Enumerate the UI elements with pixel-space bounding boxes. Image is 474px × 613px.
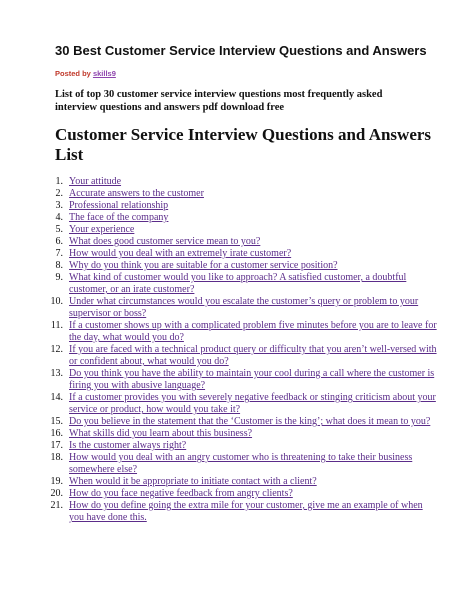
question-link[interactable]: Under what circumstances would you escalate the customer’s query or problem to your supervisor or boss? [69,296,419,319]
author-link[interactable]: skills9 [92,69,116,78]
question-link[interactable]: If a customer provides you with severely negative feedback or stinging criticism about your service or product, how would you take it? [69,392,436,415]
item-number: 20. [50,488,63,499]
list-item [40,476,440,488]
question-link[interactable]: Why do you think you are suitable for a customer service position? [69,260,338,271]
list-item [40,200,440,212]
question-link[interactable]: Accurate answers to the customer [69,188,204,199]
item-number: 16. [50,428,63,439]
list-item [40,344,440,368]
question-link[interactable]: How would you deal with an angry customer who is threatening to take their business somewhere else? [69,452,413,475]
question-link[interactable]: Is the customer always right? [69,440,187,451]
question-link[interactable]: How would you deal with an extremely irate customer? [69,248,292,259]
posted-by-label: Posted by [55,69,91,78]
list-item [40,416,440,428]
item-number: 15. [50,416,63,427]
list-item [40,428,440,440]
item-number: 7. [55,248,63,259]
list-item [40,440,440,452]
question-link[interactable]: What skills did you learn about this business? [69,428,253,439]
item-number: 6. [55,236,63,247]
question-link[interactable]: Do you believe in the statement that the ‘Customer is the king’; what does it mean to you? [69,416,431,427]
item-number: 18. [50,452,63,463]
posted-by [55,69,116,78]
item-number: 13. [50,368,63,379]
item-number: 21. [50,500,63,511]
item-number: 17. [50,440,63,451]
list-item [40,452,440,476]
list-item [40,368,440,392]
list-item [40,260,440,272]
list-item [40,392,440,416]
item-number: 8. [55,260,63,271]
list-item [40,248,440,260]
page-title: 30 Best Customer Service Interview Questions and Answers [55,43,427,58]
item-number: 14. [50,392,63,403]
item-number: 2. [55,188,63,199]
list-item [40,176,440,188]
list-item [40,488,440,500]
list-item [40,224,440,236]
list-item [40,188,440,200]
item-number: 1. [55,176,63,187]
list-item [40,272,440,296]
question-link[interactable]: Do you think you have the ability to maintain your cool during a call where the customer is firing you with abusive language? [69,368,435,391]
section-heading: Customer Service Interview Questions and Answers List [55,125,432,164]
question-link[interactable]: What does good customer service mean to you? [69,236,261,247]
list-item [40,212,440,224]
item-number: 3. [55,200,63,211]
item-number: 11. [50,320,63,331]
question-link[interactable]: The face of the company [69,212,169,223]
item-number: 5. [55,224,63,235]
question-link[interactable]: When would it be appropriate to initiate contact with a client? [69,476,317,487]
list-item [40,320,440,344]
question-link[interactable]: How do you define going the extra mile for your customer, give me an example of when you have done this. [69,500,423,523]
list-item [40,236,440,248]
item-number: 9. [55,272,63,283]
intro-text: List of top 30 customer service interview questions most frequently asked interview questions and answers pdf download free [55,89,383,113]
list-item [40,296,440,320]
item-number: 19. [50,476,63,487]
question-link[interactable]: Professional relationship [69,200,169,211]
list-item [40,500,440,524]
question-link[interactable]: Your attitude [69,176,122,187]
item-number: 4. [55,212,63,223]
question-list [40,176,440,524]
item-number: 10. [50,296,63,307]
question-link[interactable]: If a customer shows up with a complicated problem five minutes before you are to leave for the day, what would you do? [69,320,437,343]
question-link[interactable]: What kind of customer would you like to approach? A satisfied customer, a doubtful customer, or an irate customer? [69,272,407,295]
item-number: 12. [50,344,63,355]
question-link[interactable]: Your experience [69,224,135,235]
question-link[interactable]: If you are faced with a technical product query or difficulty that you aren’t well-versed with or confident about, what would you do? [69,344,437,367]
question-link[interactable]: How do you face negative feedback from angry clients? [69,488,293,499]
